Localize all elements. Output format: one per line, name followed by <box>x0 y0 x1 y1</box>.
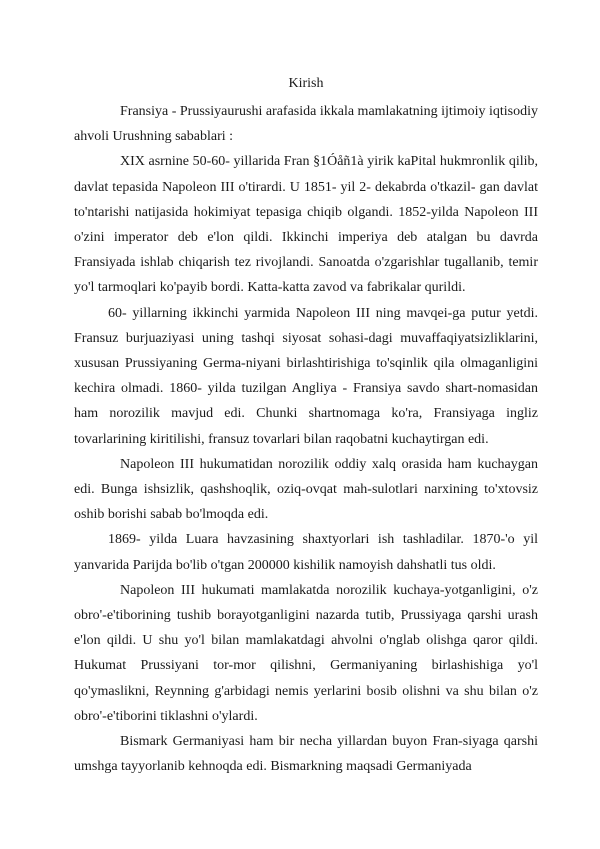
document-title: Kirish <box>288 76 324 91</box>
paragraph-war-declaration: Napoleon III hukumati mamlakatda norozilik kuchaya-yotganligini, o'z obro'-e'tiborining tushib borayotganligini nazarda tutib, Prussiyaga qarshi urash e'lon qildi. U shu yo'l bilan mamlakatdagi ahvolni o'nglab olishga qaror qildi. Hukumat Prussiyani tor-mor qilishni, Germaniyaning birlashishiga yo'l qo'ymaslikni, Reynning g'arbidagi nemis yerlarini bosib olishni va shu bilan o'z obro'-e'tiborini tiklashni o'ylardi. <box>74 582 538 724</box>
paragraph-intro: Fransiya - Prussiyaurushi arafasida ikkala mamlakatning ijtimoiy iqtisodiy ahvoli Urushning sabablari : <box>74 104 538 145</box>
paragraph-bismarck: Bismark Germaniyasi ham bir necha yillardan buyon Fran-siyaga qarshi umshga tayyorlanib kehnoqda edi. Bismarkning maqsadi Germaniyada <box>74 734 538 775</box>
paragraph-discontent: Napoleon III hukumatidan norozilik oddiy xalq orasida ham kuchaygan edi. Bunga ishsizlik, qashshoqlik, oziq-ovqat mah-sulotlari narxining to'xtovsiz oshib borishi sabab bo'lmoqda edi. <box>74 456 538 523</box>
paragraph-napoleon-rule: XIX asrnine 50-60- yillarida Fran §1Óåñ1à yirik kaPital hukmronlik qilib, davlat tepasida Napoleon III o'tirardi. U 1851- yil 2- dekabrda o'tkazil- gan davlat to'ntarishi natijasida hokimiyat tepasiga chiqib olgandi. 1852-yilda Napoleon III o'zini imperator deb e'lon qildi. Ikkinchi imperiya deb atalgan bu davrda Fransiyada ishlab chiqarish tez rivojlandi. Sanoatda o'zgarishlar tugallanib, temir yo'l tarmoqlari ko'payib bordi. Katta-katta zavod va fabrikalar qurildi. <box>74 154 538 296</box>
paragraph-strikes: 1869- yilda Luara havzasining shaxtyorlari ish tashladilar. 1870-'o yil yanvarida Parijda bo'lib o'tgan 200000 kishilik namoyish dahshatli tus oldi. <box>74 532 538 573</box>
paragraph-sixties: 60- yillarning ikkinchi yarmida Napoleon III ning mavqei-ga putur yetdi. Fransuz burjuaziyasi uning tashqi siyosat sohasi-dagi muvaffaqiyatsizliklarini, xususan Prussiyaning Germa-niyani birlashtirishiga to'sqinlik qila olmaganligini kechira olmadi. 1860- yilda tuzilgan Angliya - Fransiya savdo shart-nomasidan ham norozilik mavjud edi. Chunki shartnomaga ko'ra, Fransiyaga ingliz tovarlarining kiritilishi, fransuz tovarlari bilan raqobatni kuchaytirgan edi. <box>74 305 538 447</box>
